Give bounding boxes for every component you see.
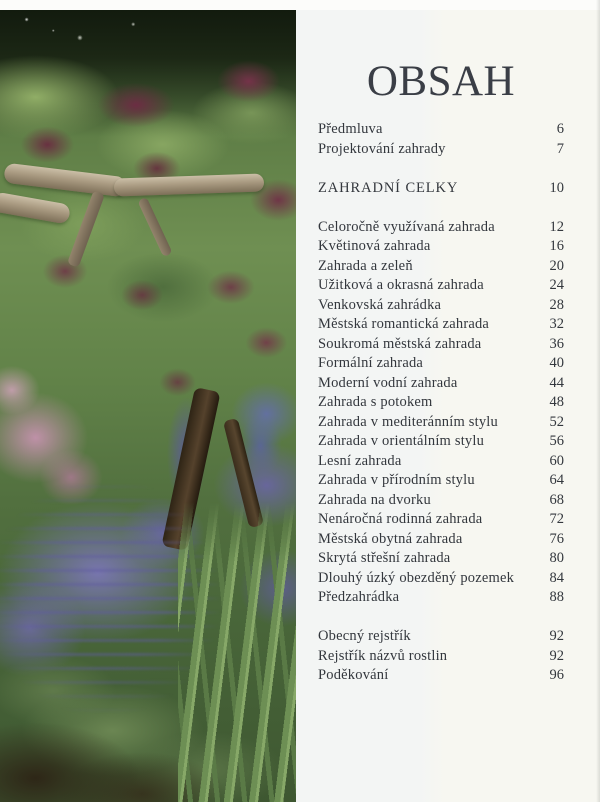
toc-entry-label: Celoročně využívaná zahrada	[318, 218, 495, 235]
toc-group	[318, 179, 564, 199]
toc-row	[318, 627, 564, 647]
garden-photo	[0, 10, 296, 802]
toc-entry-page-number: 84	[549, 569, 564, 586]
toc-row	[318, 218, 564, 238]
toc-entry-label: Předmluva	[318, 121, 383, 137]
toc-entry-label: Lesní zahrada	[318, 452, 402, 469]
toc-entry-label: Zahrada v přírodním stylu	[318, 472, 475, 488]
toc-row	[318, 296, 564, 316]
toc-entry-page-number: 7	[556, 140, 564, 157]
toc-row	[318, 432, 564, 452]
toc-entry-label: Městská obytná zahrada	[318, 530, 463, 547]
toc-group	[318, 627, 564, 686]
toc-entry-page-number: 72	[549, 511, 564, 527]
fence-log-left	[0, 191, 71, 224]
toc-entry-label: Zahrada s potokem	[318, 394, 433, 410]
toc-row	[318, 140, 564, 160]
toc-row	[318, 120, 564, 140]
toc-entry-page-number: 56	[549, 433, 564, 449]
toc-row	[318, 335, 564, 355]
fence-brace	[137, 197, 172, 257]
table-of-contents	[296, 0, 600, 802]
toc-entry-page-number: 92	[549, 628, 564, 644]
toc-row	[318, 647, 564, 667]
fence-log-right	[114, 173, 265, 196]
toc-entry-label: Poděkování	[318, 667, 389, 683]
toc-entry-label: Městská romantická zahrada	[318, 316, 490, 332]
toc-entry-label: Projektování zahrady	[318, 140, 446, 157]
toc-entry-label: Soukromá městská zahrada	[318, 335, 482, 352]
toc-entry-label: Zahrada a zeleň	[318, 257, 413, 274]
toc-entry-page-number: 12	[549, 218, 564, 235]
page-title: OBSAH	[366, 58, 516, 105]
toc-list	[318, 120, 564, 686]
toc-entry-page-number: 48	[549, 394, 564, 410]
toc-entry-label: Předzahrádka	[318, 589, 400, 605]
toc-row	[318, 237, 564, 257]
toc-row	[318, 179, 564, 199]
toc-entry-label: Zahrada v mediteránním stylu	[318, 413, 498, 430]
toc-entry-page-number: 16	[549, 238, 564, 254]
toc-entry-page-number: 6	[556, 121, 564, 137]
toc-entry-label: ZAHRADNÍ CELKY	[318, 179, 459, 196]
toc-row	[318, 471, 564, 491]
toc-row	[318, 588, 564, 608]
toc-entry-page-number: 60	[549, 452, 564, 469]
toc-entry-page-number: 24	[549, 277, 564, 293]
toc-group	[318, 218, 564, 608]
toc-row	[318, 374, 564, 394]
toc-entry-page-number: 28	[549, 296, 564, 313]
toc-row	[318, 413, 564, 433]
toc-row	[318, 510, 564, 530]
toc-entry-page-number: 68	[549, 491, 564, 508]
toc-entry-page-number: 10	[549, 179, 564, 196]
toc-entry-label: Užitková a okrasná zahrada	[318, 277, 484, 293]
toc-row	[318, 549, 564, 569]
toc-entry-label: Obecný rejstřík	[318, 628, 411, 644]
toc-entry-page-number: 80	[549, 550, 564, 566]
toc-entry-label: Moderní vodní zahrada	[318, 374, 458, 391]
toc-row	[318, 666, 564, 686]
toc-entry-page-number: 92	[549, 647, 564, 664]
toc-entry-label: Venkovská zahrádka	[318, 296, 442, 313]
toc-entry-page-number: 52	[549, 413, 564, 430]
toc-entry-page-number: 76	[549, 530, 564, 547]
toc-entry-label: Dlouhý úzký obezděný pozemek	[318, 569, 515, 586]
toc-row	[318, 257, 564, 277]
toc-entry-label: Formální zahrada	[318, 355, 424, 371]
toc-row	[318, 276, 564, 296]
toc-entry-page-number: 36	[549, 335, 564, 352]
toc-entry-page-number: 32	[549, 316, 564, 332]
toc-row	[318, 354, 564, 374]
toc-group	[318, 120, 564, 159]
toc-entry-label: Nenáročná rodinná zahrada	[318, 511, 483, 527]
toc-entry-page-number: 44	[549, 374, 564, 391]
toc-row	[318, 569, 564, 589]
toc-entry-label: Skrytá střešní zahrada	[318, 550, 451, 566]
toc-entry-label: Zahrada na dvorku	[318, 491, 431, 508]
toc-entry-label: Rejstřík názvů rostlin	[318, 647, 448, 664]
toc-entry-page-number: 64	[549, 472, 564, 488]
toc-entry-label: Zahrada v orientálním stylu	[318, 433, 485, 449]
toc-row	[318, 393, 564, 413]
toc-row	[318, 315, 564, 335]
fence-log-top	[3, 163, 127, 198]
toc-row	[318, 491, 564, 511]
toc-entry-page-number: 20	[549, 257, 564, 274]
iris-leaves	[178, 502, 296, 802]
toc-entry-page-number: 96	[549, 667, 564, 683]
toc-entry-label: Květinová zahrada	[318, 238, 431, 254]
toc-entry-page-number: 88	[549, 589, 564, 605]
toc-entry-page-number: 40	[549, 355, 564, 371]
toc-row	[318, 452, 564, 472]
toc-row	[318, 530, 564, 550]
fence-brace	[67, 190, 105, 267]
